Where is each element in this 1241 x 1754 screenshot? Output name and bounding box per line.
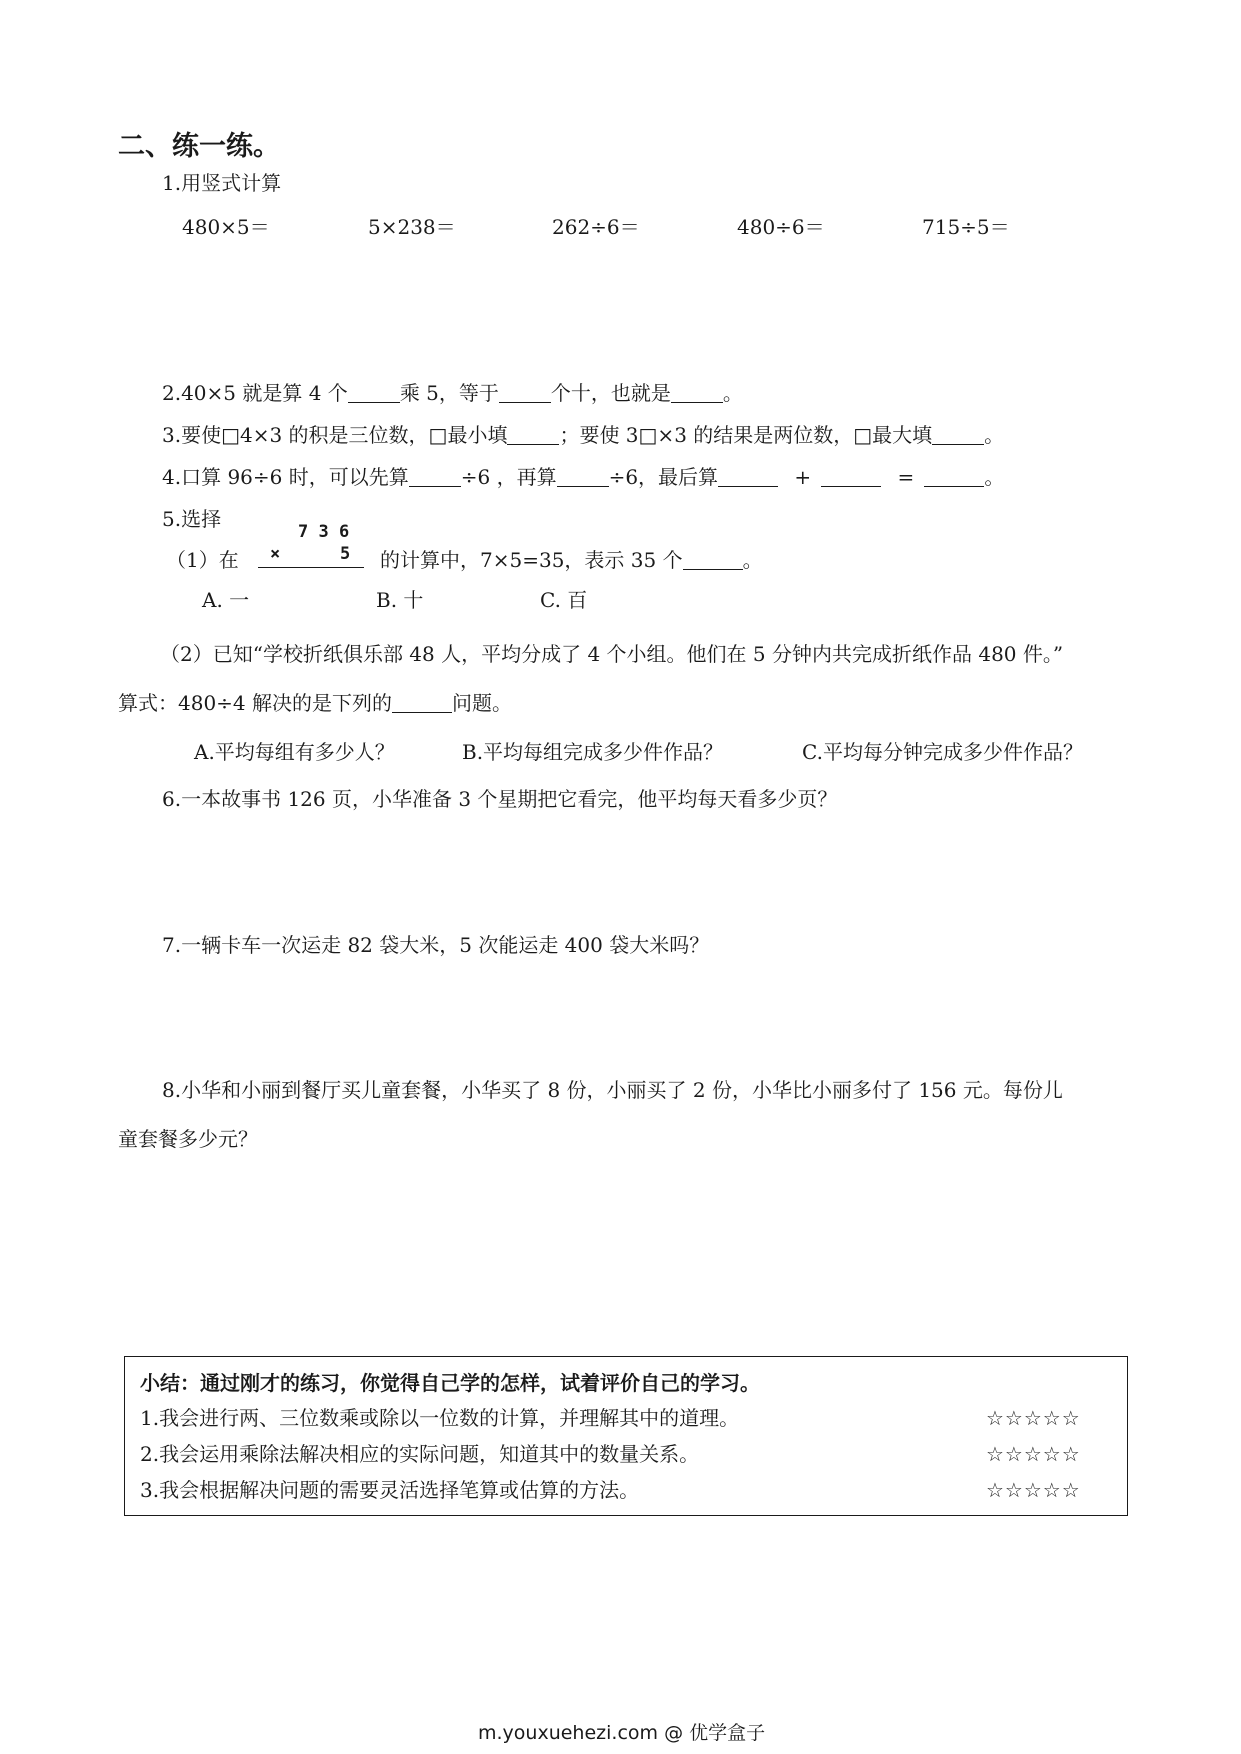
vertical-bottom-number: 5 [340,544,351,564]
option[interactable]: A.平均每组有多少人？ [194,740,395,764]
q1-item: 262÷6＝ [552,215,640,239]
q5-sub2-line1: （2）已知“学校折纸俱乐部 48 人，平均分成了 4 个小组。他们在 5 分钟内共完成折纸作品 480 件。” [160,642,1064,666]
vertical-rule [258,567,364,568]
q5-label: 5.选择 [162,507,222,531]
q1-item: 715÷5＝ [922,215,1010,239]
q3-line: 3.要使□4×3 的积是三位数，□最小填 ；要使 3□×3 的结果是两位数，□最大填 。 [162,423,1005,447]
option[interactable]: C. 百 [540,588,588,612]
summary-item-text: 3.我会根据解决问题的需要灵活选择笔算或估算的方法。 [140,1478,640,1502]
summary-item-text: 1.我会进行两、三位数乘或除以一位数的计算，并理解其中的道理。 [140,1406,740,1430]
section-title: 二、练一练。 [118,131,280,162]
vertical-top-number: 7 3 6 [298,522,350,542]
q1-label: 1.用竖式计算 [162,171,282,195]
q1-item: 480÷6＝ [737,215,825,239]
answer-blank[interactable] [718,466,778,487]
answer-blank[interactable] [671,382,723,403]
q2-line: 2.40×5 就是算 4 个 乘 5，等于 个十，也就是 。 [162,381,743,405]
q4-line: 4.口算 96÷6 时，可以先算 ÷6 ，再算 ÷6，最后算 + = 。 [162,465,1005,489]
answer-blank[interactable] [409,466,461,487]
answer-blank[interactable] [924,466,984,487]
answer-blank[interactable] [499,382,551,403]
option[interactable]: B. 十 [376,588,424,612]
answer-blank[interactable] [507,424,559,445]
option[interactable]: C.平均每分钟完成多少件作品？ [802,740,1083,764]
answer-blank[interactable] [392,692,452,713]
option[interactable]: A. 一 [202,588,250,612]
footer-watermark: m.youxuehezi.com @ 优学盒子 [478,1722,766,1744]
q1-item: 5×238＝ [368,215,456,239]
rating-stars[interactable]: ☆☆☆☆☆ [986,1406,1081,1430]
q5-sub2-line2: 算式：480÷4 解决的是下列的 问题。 [118,691,513,715]
answer-blank[interactable] [557,466,609,487]
rating-stars[interactable]: ☆☆☆☆☆ [986,1442,1081,1466]
q1-item: 480×5＝ [182,215,270,239]
rating-stars[interactable]: ☆☆☆☆☆ [986,1478,1081,1502]
answer-blank[interactable] [932,424,984,445]
vertical-operator: × [270,544,281,564]
answer-blank[interactable] [348,382,400,403]
q8-line2: 童套餐多少元？ [118,1127,258,1151]
summary-title: 小结：通过刚才的练习，你觉得自己学的怎样，试着评价自己的学习。 [140,1371,760,1395]
answer-blank[interactable] [821,466,881,487]
summary-item-text: 2.我会运用乘除法解决相应的实际问题，知道其中的数量关系。 [140,1442,700,1466]
q6-text: 6.一本故事书 126 页，小华准备 3 个星期把它看完，他平均每天看多少页？ [162,787,838,811]
q5-sub1-prefix: （1）在 [166,548,239,572]
q8-line1: 8.小华和小丽到餐厅买儿童套餐，小华买了 8 份，小丽买了 2 份，小华比小丽多付了 156 元。每份儿 [162,1078,1063,1102]
q7-text: 7.一辆卡车一次运走 82 袋大米，5 次能运走 400 袋大米吗？ [162,933,710,957]
answer-blank[interactable] [683,549,743,570]
option[interactable]: B.平均每组完成多少件作品？ [462,740,724,764]
q5-sub1-text: 的计算中，7×5=35，表示 35 个 。 [380,548,763,572]
